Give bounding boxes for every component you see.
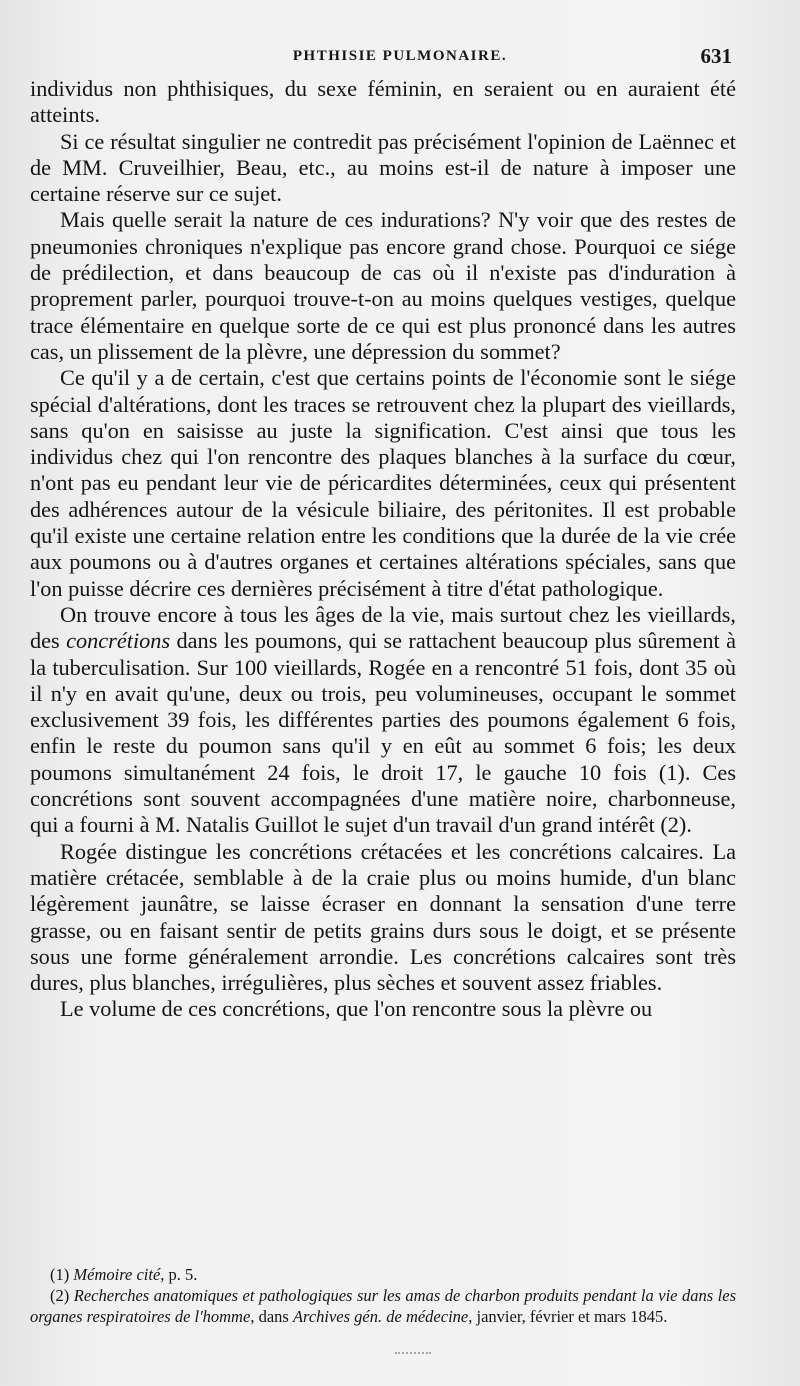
paragraph-volume: Le volume de ces concrétions, que l'on rencontre sous la plèvre ou	[60, 996, 653, 1022]
paragraph-rogee: Rogée distingue les concrétions crétacées et les concrétions calcaires. La matière crétacée, semblable à de la craie plus ou moins humide, d'un blanc légèrement jaunâtre, se laisse écraser en donnant la sensation d'une terre grasse, ou en faisant sentir de petits grains durs sous le doigt, et se présente sous une forme généralement arrondie. Les concrétions calcaires sont très dures, plus blanches, irrégulières, plus sèches et souvent assez friables.	[30, 838, 736, 996]
footnote-1-title: Mémoire cité	[73, 1265, 161, 1284]
footnote-2-mid: , dans	[250, 1307, 293, 1326]
concretions-text-start: On trouve encore à tous les âges de la vie, mais surtout chez les vieillards, des	[30, 601, 736, 654]
footnotes	[30, 1264, 736, 1327]
paragraph-concretions	[30, 602, 736, 839]
footnote-2-number: (2)	[50, 1286, 70, 1305]
footnote-2	[30, 1285, 736, 1327]
body-text	[30, 76, 736, 1023]
running-title: PHTHISIE PULMONAIRE.	[292, 48, 508, 64]
footnote-2-journal: Archives gén. de médecine	[292, 1307, 469, 1326]
page-header	[0, 44, 800, 74]
concretions-text-end: dans les poumons, qui se rattachent beaucoup plus sûrement à la tuberculisation. Sur 100 vieillards, Rogée en a rencontré 51 fois, dont 35 où il n'y en avait qu'une, deux ou trois, peu volumineuses, occupant le sommet exclusivement 39 fois, les différentes parties des poumons également 6 fois, enfin le reste du poumon sans qu'il y en eût au sommet 6 fois; les deux poumons simultanément 24 fois, le droit 17, le gauche 10 fois (1). Ces concrétions sont souvent accompagnées d'une matière noire, charbonneuse, qui a fourni à M. Natalis Guillot le sujet d'un travail d'un grand intérêt (2).	[30, 628, 736, 838]
footnote-2-title: Recherches anatomiques et pathologiques sur les amas de charbon produits pendant la vie dans les organes respiratoires de l'homme	[30, 1286, 737, 1326]
concretions-emphasis: concrétions	[66, 628, 171, 654]
footnote-1-number: (1)	[50, 1265, 70, 1284]
paragraph-economy: Ce qu'il y a de certain, c'est que certains points de l'économie sont le siége spécial d'altérations, dont les traces se retrouvent chez la plupart des vieillards, sans qu'on en saisisse au juste la signification. C'est ainsi que tous les individus chez qui l'on rencontre des plaques blanches à la surface du cœur, n'ont pas eu pendant leur vie de péricardites déterminées, ceux qui présentent des adhérences autour de la vésicule biliaire, des péritonites. Il est probable qu'il existe une certaine relation entre les conditions que la durée de la vie crée aux poumons ou à d'autres organes et certaines altérations spéciales, sans que l'on puisse décrire ces dernières précisément à titre d'état pathologique.	[30, 365, 736, 601]
footnote-1	[30, 1264, 736, 1285]
footnote-2-rest: , janvier, février et mars 1845.	[468, 1307, 668, 1326]
paragraph-indurations: Mais quelle serait la nature de ces indurations? N'y voir que des restes de pneumonies chroniques n'explique pas encore grand chose. Pourquoi ce siége de prédilection, et dans beaucoup de cas où il n'existe pas d'induration à proprement parler, pourquoi trouve-t-on au moins quelques vestiges, quelque trace élémentaire en quelque sorte de ce qui est plus prononcé dans les autres cas, un plissement de la plèvre, une dépression du sommet?	[30, 207, 736, 364]
footnote-1-rest: , p. 5.	[160, 1265, 198, 1284]
paragraph-continuation: individus non phthisiques, du sexe féminin, en seraient ou en auraient été atteints.	[30, 76, 736, 128]
page-number: 631	[700, 44, 732, 68]
ink-smudge	[395, 1352, 431, 1358]
paragraph-result: Si ce résultat singulier ne contredit pas précisément l'opinion de Laënnec et de MM. Cruveilhier, Beau, etc., au moins est-il de nature à imposer une certaine réserve sur ce sujet.	[30, 128, 736, 207]
